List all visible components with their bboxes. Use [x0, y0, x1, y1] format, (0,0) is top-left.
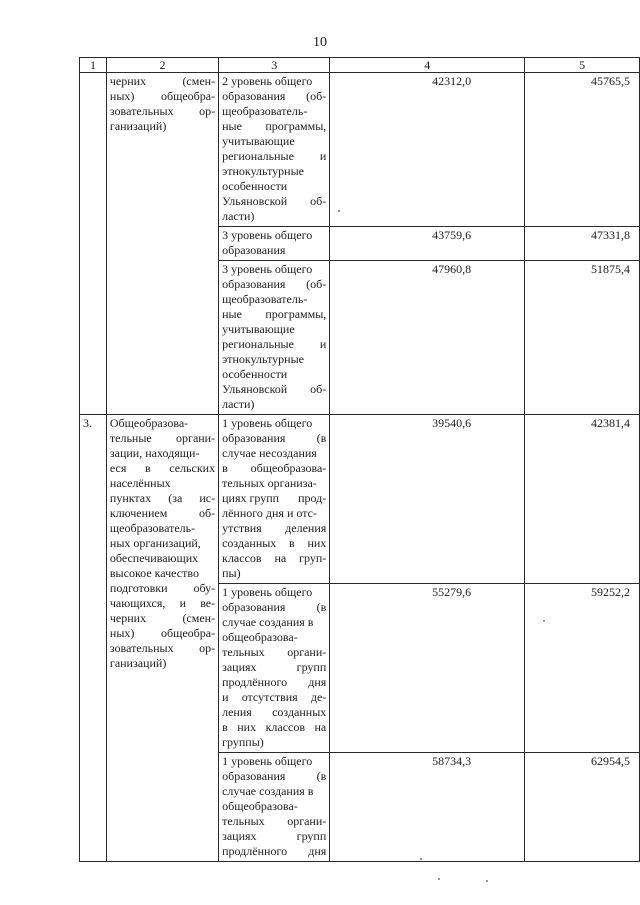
cell-text-line: этнокультурные: [222, 164, 304, 178]
cell-text-line: тельные органи-: [109, 431, 216, 445]
cell-text-line: зовательных ор-: [109, 104, 216, 118]
organization-type-cell: [106, 415, 218, 862]
table-row: [80, 415, 640, 584]
cell-text-line: чающихся, и ве-: [109, 596, 216, 610]
cell-text-line: образования (об-: [222, 89, 327, 103]
table-row: [80, 73, 640, 227]
column-header-2: 2: [106, 58, 218, 73]
cell-text-line: ключением об-: [109, 506, 216, 520]
cell-text-line: тельных органи-: [222, 645, 327, 659]
cell-text-line: щеобразователь-: [222, 292, 308, 306]
cell-text-line: особенности: [222, 179, 288, 193]
cell-text-line: ные программы,: [222, 119, 327, 133]
cell-text-line: учитывающие: [222, 134, 295, 148]
value-col5-cell: 59252,2: [525, 584, 640, 753]
cell-text-line: этнокультурные: [222, 352, 304, 366]
education-level-cell: [219, 227, 330, 261]
cell-text-line: Общеобразова-: [109, 416, 189, 430]
cell-text-line: образования: [222, 243, 286, 257]
value-col5-cell: 51875,4: [525, 261, 640, 415]
row-index-cell: [80, 73, 107, 415]
cell-text-line: лённого дня и отс-: [222, 506, 317, 520]
cell-text-line: и отсутствия де-: [222, 690, 327, 704]
cell-text-line: ные программы,: [222, 307, 327, 321]
cell-text-line: тельных организа-: [222, 476, 317, 490]
organization-type-cell: [106, 73, 218, 415]
cell-text-line: циях групп прод-: [222, 491, 327, 505]
cell-text-line: ных) общеобра-: [109, 626, 216, 640]
cell-text-line: пунктах (за ис-: [109, 491, 216, 505]
cell-text-line: еся в сельских: [109, 461, 216, 475]
data-table: [79, 57, 640, 862]
cell-text-line: ласти): [222, 397, 255, 411]
cell-text-line: учитывающие: [222, 322, 295, 336]
scan-speck: [420, 858, 422, 860]
cell-text-line: щеобразователь-: [222, 104, 308, 118]
cell-text-line: ных организаций,: [109, 536, 201, 550]
scan-speck: [486, 880, 488, 882]
cell-text-line: 2 уровень общего: [222, 74, 313, 88]
cell-text-line: зациях групп: [222, 660, 327, 674]
value-col4-cell: 58734,3: [330, 753, 525, 862]
cell-text-line: Ульяновской об-: [222, 382, 327, 396]
value-col5-cell: 47331,8: [525, 227, 640, 261]
column-header-4: 4: [330, 58, 525, 73]
cell-text-line: региональные и: [222, 337, 327, 351]
value-col5-cell: 42381,4: [525, 415, 640, 584]
cell-text-line: ганизаций): [109, 656, 167, 670]
cell-text-line: продлённого дня: [222, 675, 327, 689]
education-level-cell: [219, 753, 330, 862]
value-col4-cell: 47960,8: [330, 261, 525, 415]
cell-text-line: образования (в: [222, 431, 327, 445]
cell-text-line: общеобразова-: [222, 799, 298, 813]
cell-text-line: пы): [222, 566, 241, 580]
cell-text-line: зациях групп: [222, 829, 327, 843]
education-level-cell: [219, 415, 330, 584]
cell-text-line: случае создания в: [222, 784, 314, 798]
scan-speck: [543, 620, 545, 622]
column-header-3: 3: [219, 58, 330, 73]
cell-text-line: утствия деления: [222, 521, 327, 535]
cell-text-line: случае несоздания: [222, 446, 317, 460]
scan-speck: [338, 210, 340, 212]
cell-text-line: классов на груп-: [222, 551, 327, 565]
cell-text-line: обеспечивающих: [109, 551, 199, 565]
cell-text-line: региональные и: [222, 149, 327, 163]
cell-text-line: подготовки обу-: [109, 581, 216, 595]
page-number: 10: [313, 35, 327, 50]
cell-text-line: щеобразователь-: [109, 521, 196, 535]
cell-text-line: в них классов на: [222, 720, 327, 734]
value-col5-cell: 62954,5: [525, 753, 640, 862]
cell-text-line: зовательных ор-: [109, 641, 216, 655]
cell-text-line: черних (смен-: [109, 74, 216, 88]
cell-text-line: группы): [222, 735, 264, 749]
cell-text-line: образования (в: [222, 600, 327, 614]
cell-text-line: зации, находящи-: [109, 446, 200, 460]
cell-text-line: особенности: [222, 367, 288, 381]
cell-text-line: общеобразова-: [222, 630, 298, 644]
header-row: [80, 58, 640, 73]
cell-text-line: 1 уровень общего: [222, 585, 313, 599]
value-col4-cell: 39540,6: [330, 415, 525, 584]
education-level-cell: [219, 261, 330, 415]
value-col4-cell: 43759,6: [330, 227, 525, 261]
cell-text-line: ных) общеобра-: [109, 89, 216, 103]
cell-text-line: черних (смен-: [109, 611, 216, 625]
cell-text-line: 3 уровень общего: [222, 262, 313, 276]
cell-text-line: ганизаций): [109, 119, 167, 133]
cell-text-line: Ульяновской об-: [222, 194, 327, 208]
cell-text-line: 1 уровень общего: [222, 754, 313, 768]
cell-text-line: высокое качество: [109, 566, 199, 580]
cell-text-line: случае создания в: [222, 615, 314, 629]
column-header-1: 1: [80, 58, 107, 73]
cell-text-line: ления созданных: [222, 705, 327, 719]
cell-text-line: продлённого дня: [222, 844, 327, 858]
cell-text-line: тельных органи-: [222, 814, 327, 828]
value-col4-cell: 55279,6: [330, 584, 525, 753]
row-index-cell: 3.: [80, 415, 107, 862]
cell-text-line: 1 уровень общего: [222, 416, 313, 430]
cell-text-line: созданных в них: [222, 536, 327, 550]
education-level-cell: [219, 584, 330, 753]
value-col5-cell: 45765,5: [525, 73, 640, 227]
cell-text-line: населённых: [109, 476, 171, 490]
column-header-5: 5: [525, 58, 640, 73]
cell-text-line: в общеобразова-: [222, 461, 327, 475]
cell-text-line: образования (об-: [222, 277, 327, 291]
cell-text-line: образования (в: [222, 769, 327, 783]
cell-text-line: 3 уровень общего: [222, 228, 313, 242]
value-col4-cell: 42312,0: [330, 73, 525, 227]
scan-speck: [438, 878, 440, 880]
education-level-cell: [219, 73, 330, 227]
cell-text-line: ласти): [222, 209, 255, 223]
